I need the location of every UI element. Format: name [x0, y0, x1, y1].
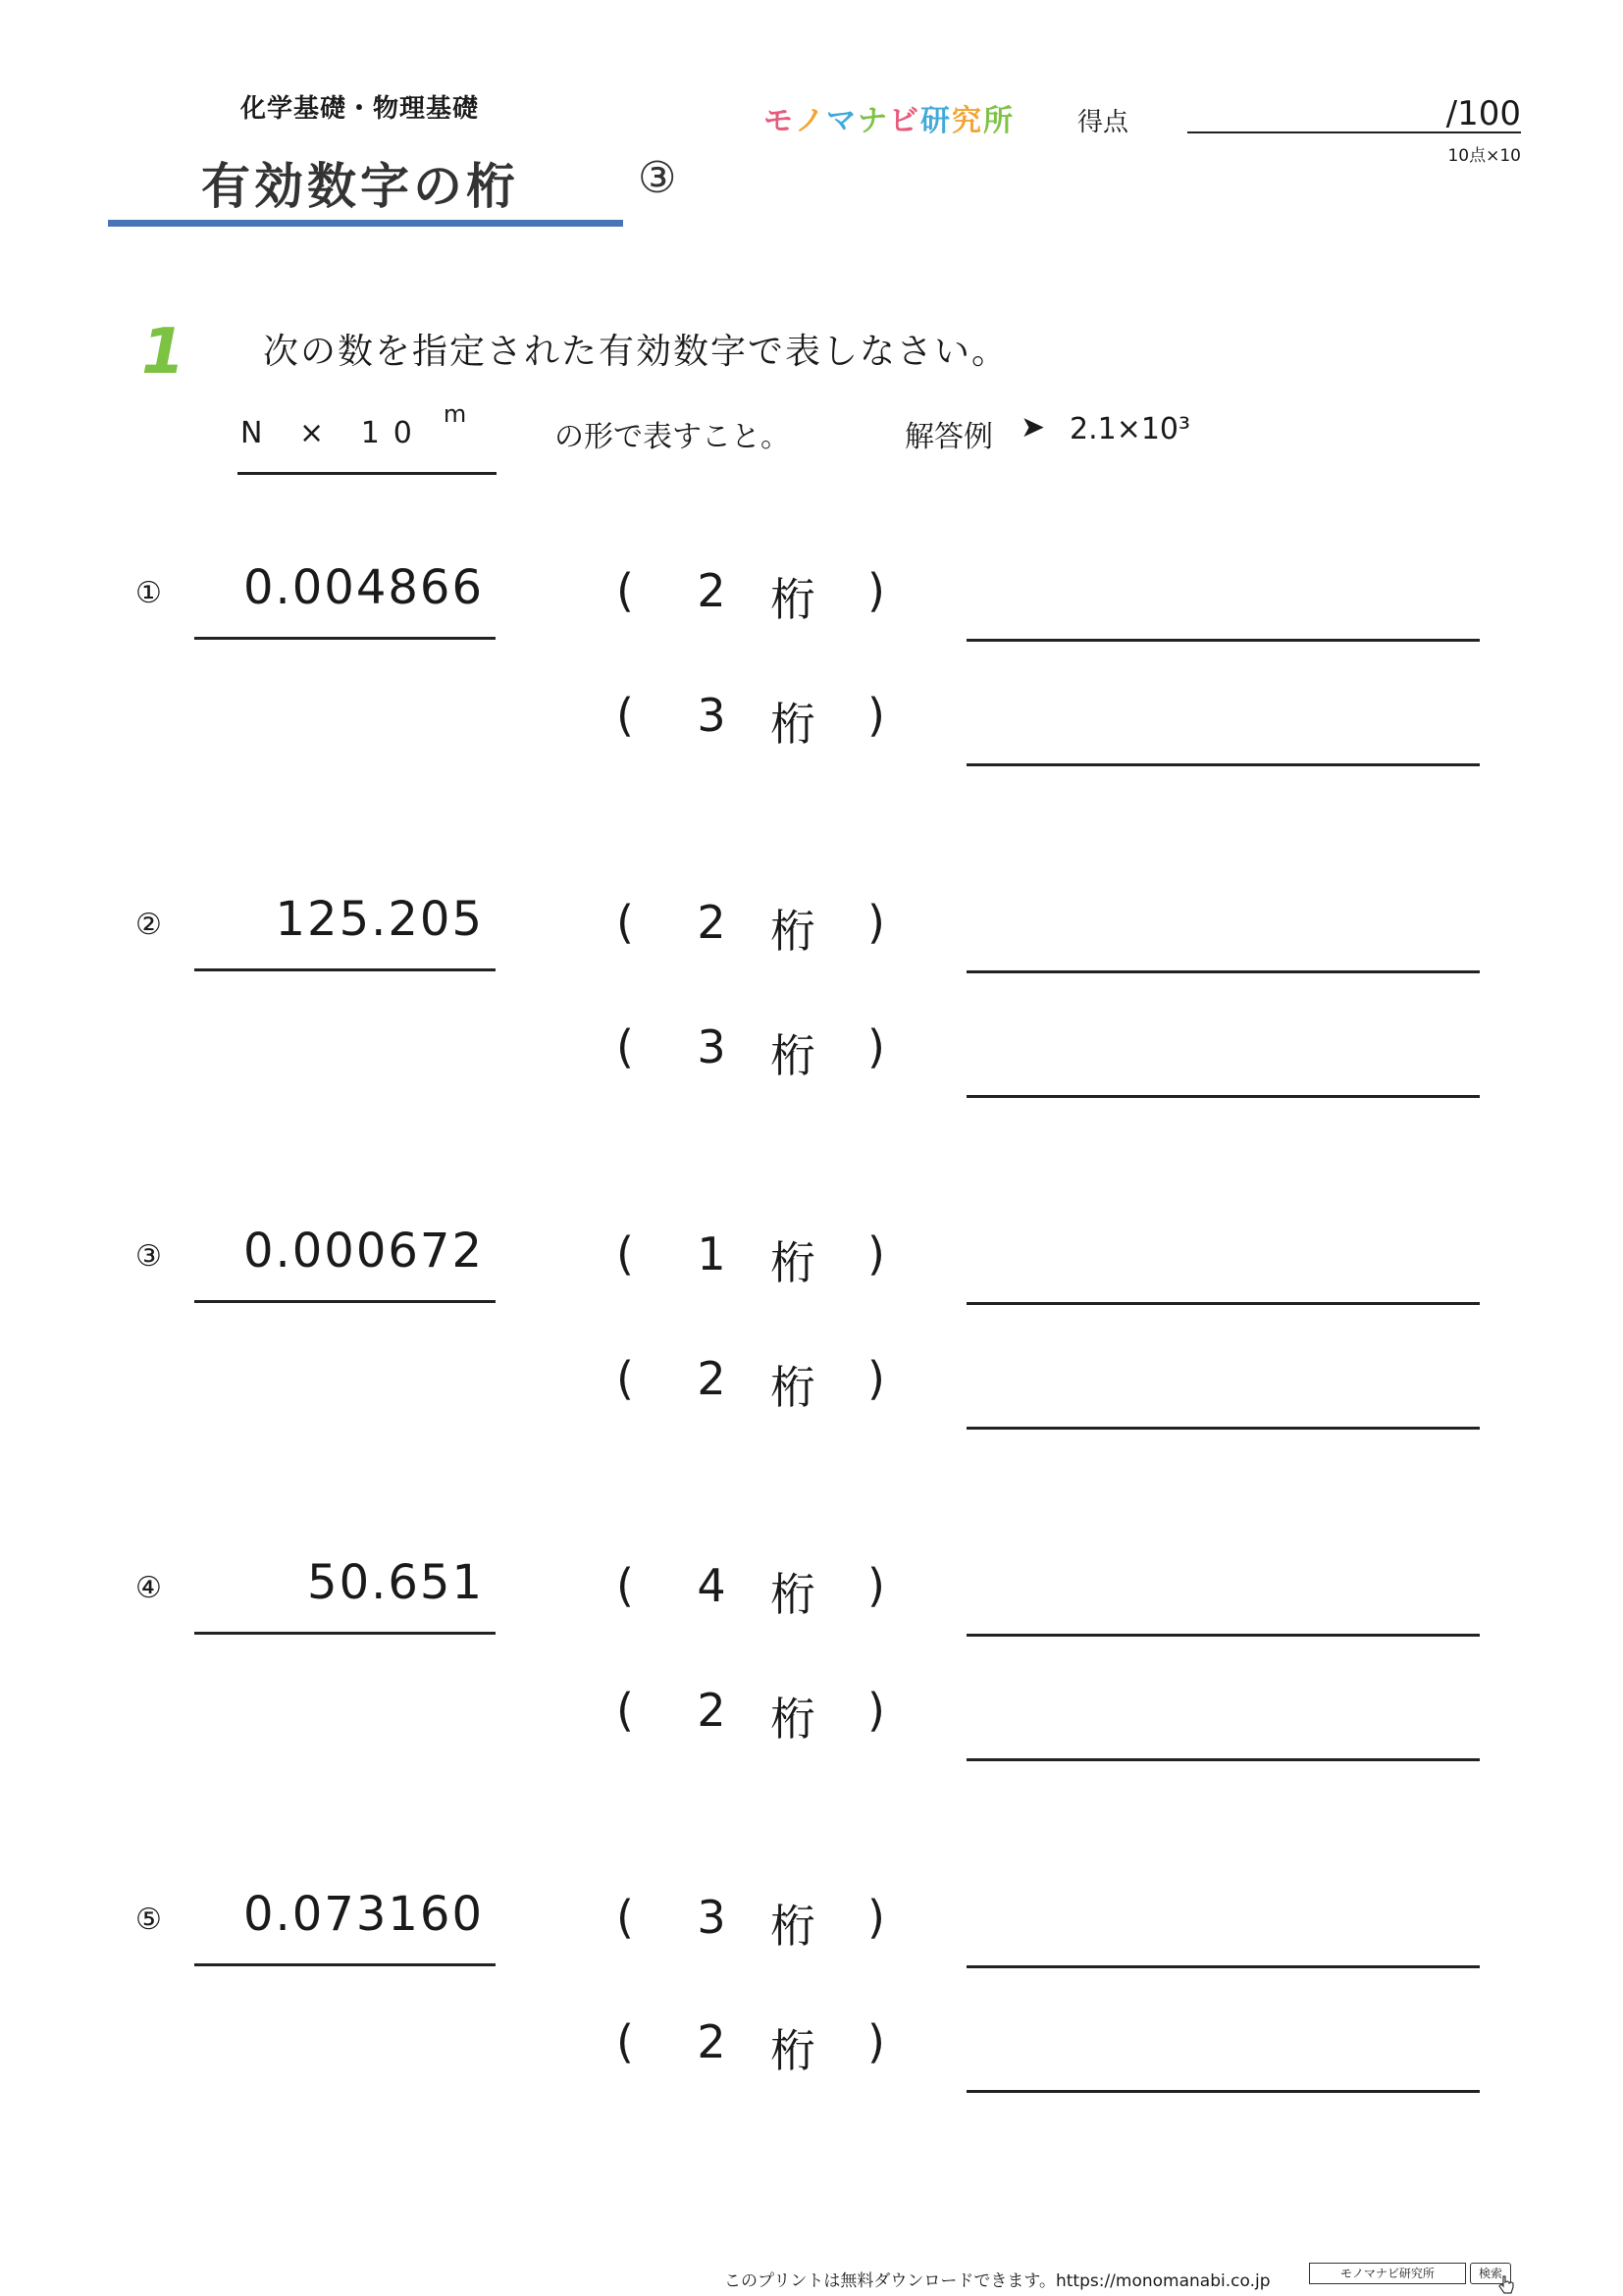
open-paren: (: [616, 1227, 634, 1280]
digit-unit: 桁: [770, 1568, 815, 1621]
sig-fig-count: 3: [697, 1891, 726, 1944]
worksheet-number: ③: [638, 153, 677, 203]
close-paren: ): [867, 564, 885, 617]
brand-char: ノ: [795, 104, 826, 138]
sig-fig-count: 2: [697, 564, 726, 617]
close-paren: ): [867, 2015, 885, 2068]
close-paren: ): [867, 1684, 885, 1737]
close-paren: ): [867, 1227, 885, 1280]
given-number-underline: [194, 637, 496, 640]
answer-line: [967, 1965, 1480, 1968]
digit-unit: 桁: [770, 1693, 815, 1746]
digit-unit: 桁: [770, 573, 815, 626]
format-underline: [237, 472, 497, 475]
close-paren: ): [867, 896, 885, 949]
title-underline: [108, 220, 623, 227]
answer-line: [967, 1758, 1480, 1761]
format-expression: [240, 400, 496, 450]
digit-unit: 桁: [770, 905, 815, 958]
hand-cursor-icon: [1497, 2274, 1515, 2296]
brand-char: ビ: [889, 104, 920, 138]
sig-fig-count: 4: [697, 1559, 726, 1612]
example-value: 2.1×10³: [1070, 412, 1191, 446]
page-title: 有効数字の桁: [201, 158, 519, 215]
score-total: /100: [1445, 94, 1521, 133]
digit-unit: 桁: [770, 698, 815, 751]
item-marker: ①: [135, 576, 162, 610]
given-number: 0.073160: [242, 1887, 484, 1942]
answer-line: [967, 639, 1480, 642]
given-number: 50.651: [307, 1555, 484, 1610]
digit-unit: 桁: [770, 1029, 815, 1082]
sig-fig-count: 3: [697, 689, 726, 742]
format-n: N: [240, 416, 277, 450]
format-times: ×: [299, 416, 339, 450]
example-label: 解答例: [905, 420, 993, 454]
open-paren: (: [616, 1020, 634, 1073]
brand-char: モ: [763, 104, 795, 138]
score-note: 10点×10: [1447, 146, 1521, 166]
format-ten: 10: [360, 416, 426, 450]
question-number: 1: [141, 316, 185, 389]
answer-line: [967, 1095, 1480, 1098]
subject-label: 化学基礎・物理基礎: [240, 94, 480, 124]
given-number: 0.000672: [242, 1224, 484, 1278]
close-paren: ): [867, 1352, 885, 1405]
given-number: 0.004866: [242, 560, 484, 615]
search-box: モノマナビ研究所: [1309, 2263, 1466, 2284]
brand-logo: [763, 96, 1015, 139]
digit-unit: 桁: [770, 1361, 815, 1414]
open-paren: (: [616, 1684, 634, 1737]
sig-fig-count: 2: [697, 1684, 726, 1737]
open-paren: (: [616, 2015, 634, 2068]
search-button: 検索: [1470, 2263, 1511, 2284]
footer-text: このプリントは無料ダウンロードできます。https://monomanabi.co.jp: [724, 2271, 1271, 2291]
answer-line: [967, 970, 1480, 973]
given-number-underline: [194, 968, 496, 971]
answer-line: [967, 1302, 1480, 1305]
sig-fig-count: 2: [697, 2015, 726, 2068]
open-paren: (: [616, 1559, 634, 1612]
answer-line: [967, 1634, 1480, 1637]
digit-unit: 桁: [770, 2024, 815, 2077]
open-paren: (: [616, 564, 634, 617]
close-paren: ): [867, 1559, 885, 1612]
brand-char: 研: [920, 104, 952, 138]
item-marker: ④: [135, 1571, 162, 1605]
open-paren: (: [616, 896, 634, 949]
answer-line: [967, 763, 1480, 766]
instruction-text: 次の数を指定された有効数字で表しなさい。: [263, 332, 1010, 372]
given-number-underline: [194, 1963, 496, 1966]
answer-line: [967, 1427, 1480, 1430]
brand-char: ナ: [858, 104, 889, 138]
open-paren: (: [616, 1891, 634, 1944]
given-number: 125.205: [275, 892, 484, 947]
arrow-icon: ➤: [1021, 410, 1046, 444]
sig-fig-count: 2: [697, 896, 726, 949]
given-number-underline: [194, 1632, 496, 1635]
sig-fig-count: 2: [697, 1352, 726, 1405]
close-paren: ): [867, 1020, 885, 1073]
brand-char: 究: [952, 104, 983, 138]
digit-unit: 桁: [770, 1900, 815, 1953]
answer-line: [967, 2090, 1480, 2093]
open-paren: (: [616, 689, 634, 742]
brand-char: 所: [983, 104, 1015, 138]
sig-fig-count: 3: [697, 1020, 726, 1073]
item-marker: ③: [135, 1239, 162, 1274]
close-paren: ): [867, 1891, 885, 1944]
digit-unit: 桁: [770, 1236, 815, 1289]
given-number-underline: [194, 1300, 496, 1303]
score-label: 得点: [1077, 108, 1129, 137]
brand-char: マ: [826, 104, 858, 138]
format-exponent: m: [443, 400, 467, 428]
sig-fig-count: 1: [697, 1227, 726, 1280]
open-paren: (: [616, 1352, 634, 1405]
item-marker: ⑤: [135, 1903, 162, 1937]
close-paren: ): [867, 689, 885, 742]
item-marker: ②: [135, 908, 162, 942]
format-suffix: の形で表すこと。: [554, 420, 790, 454]
